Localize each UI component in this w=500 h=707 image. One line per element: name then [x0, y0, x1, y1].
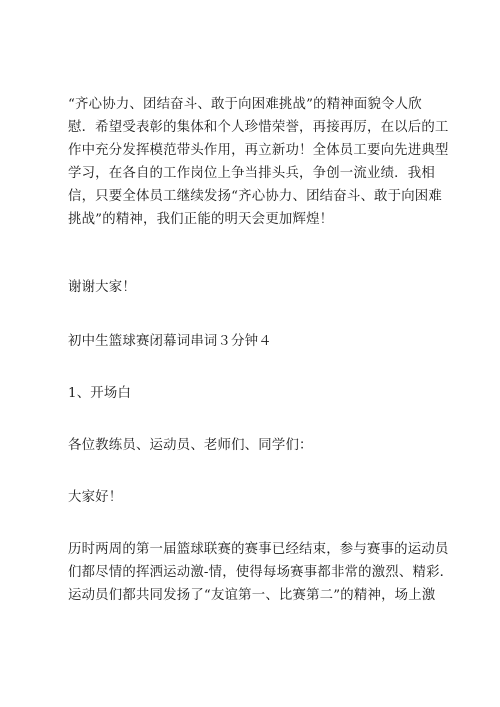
section-heading-opening	[68, 382, 440, 405]
text-line: 信，只要全体员工继续发扬“齐心协力、团结奋斗、敢于向困难	[68, 189, 442, 204]
text-line: 1、开场白	[68, 386, 132, 401]
text-line: 大家好！	[68, 490, 123, 505]
text-line: 谢谢大家！	[68, 280, 136, 295]
text-line: 运动员们都共同发扬了“友谊第一、比赛第二”的精神，场上激	[68, 588, 436, 603]
salutation-line	[68, 434, 440, 457]
text-line: 慰．希望受表彰的集体和个人珍惜荣誉，再接再厉，在以后的工	[68, 120, 449, 135]
greeting-line	[68, 486, 440, 509]
text-line: 历时两周的第一届篮球联赛的赛事已经结束，参与赛事的运动员	[68, 542, 449, 557]
text-line: 学习，在各自的工作岗位上争当排头兵，争创一流业绩．我相	[68, 166, 435, 181]
event-summary-paragraph	[68, 538, 454, 607]
text-line: 初中生篮球赛闭幕词串词３分钟４	[68, 334, 272, 349]
text-line: “齐心协力、团结奋斗、敢于向困难挑战”的精神面貌令人欣	[68, 97, 422, 112]
text-line: 们都尽情的挥洒运动激-情，使得每场赛事都非常的激烈、精彩．	[68, 565, 454, 580]
thanks-line	[68, 276, 440, 299]
text-line: 各位教练员、运动员、老师们、同学们：	[68, 438, 313, 453]
text-line: 作中充分发挥模范带头作用，再立新功！全体员工要向先进典型	[68, 143, 449, 158]
commendation-paragraph	[68, 93, 449, 231]
section-title	[68, 330, 440, 353]
text-line: 挑战”的精神，我们正能的明天会更加辉煌！	[68, 212, 334, 227]
